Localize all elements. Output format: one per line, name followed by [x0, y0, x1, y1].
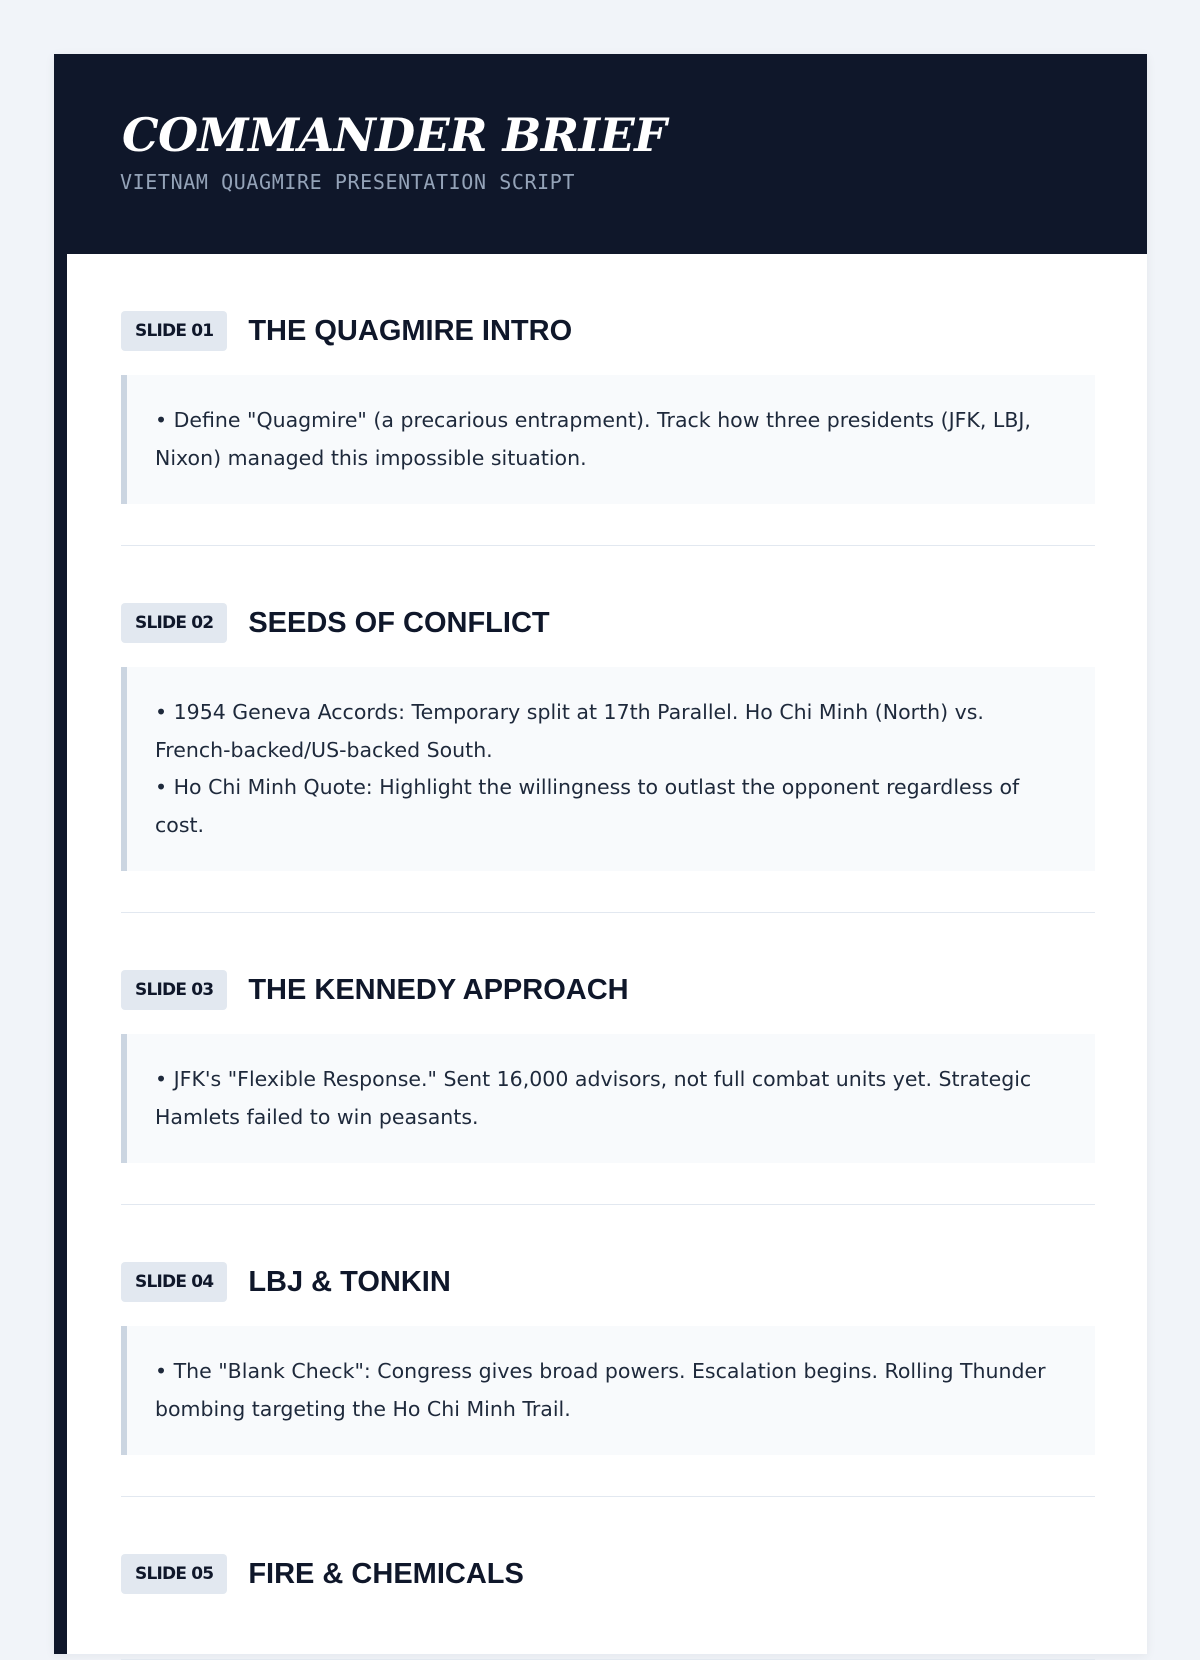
slide-title: SEEDS OF CONFLICT [248, 606, 550, 639]
page-title: COMMANDER BRIEF [122, 108, 667, 162]
slide-section [121, 546, 1095, 913]
slide-heading [121, 970, 1095, 1010]
slide-number-badge: SLIDE 02 [121, 603, 227, 643]
slide-number-badge: SLIDE 03 [121, 970, 227, 1010]
slide-notes [121, 375, 1095, 504]
note-bullet: • 1954 Geneva Accords: Temporary split at 17th Parallel. Ho Chi Minh (North) vs. French-backed/US-backed South. [155, 700, 984, 762]
slides-list [121, 254, 1095, 1660]
note-bullet: • The "Blank Check": Congress gives broad powers. Escalation begins. Rolling Thunder bombing targeting the Ho Chi Minh Trail. [155, 1359, 1046, 1421]
slide-heading [121, 603, 1095, 643]
slide-notes [121, 1034, 1095, 1163]
brief-header [54, 54, 1147, 254]
slide-notes [121, 667, 1095, 871]
slide-section [121, 1497, 1095, 1660]
note-bullet: • JFK's "Flexible Response." Sent 16,000 advisors, not full combat units yet. Strategic Hamlets failed to win peasants. [155, 1067, 1032, 1129]
slide-number-badge: SLIDE 04 [121, 1262, 227, 1302]
slide-section [121, 1205, 1095, 1497]
slide-title: LBJ & TONKIN [248, 1265, 451, 1298]
accent-bar [54, 54, 67, 1654]
slide-number-badge: SLIDE 01 [121, 311, 227, 351]
note-bullet: • Ho Chi Minh Quote: Highlight the willingness to outlast the opponent regardless of cost. [155, 775, 1020, 837]
slide-heading [121, 1262, 1095, 1302]
brief-card [54, 54, 1147, 1654]
slide-heading [121, 311, 1095, 351]
page-subtitle: VIETNAM QUAGMIRE PRESENTATION SCRIPT [120, 170, 576, 194]
slide-section [121, 913, 1095, 1205]
slide-title: THE QUAGMIRE INTRO [248, 314, 573, 347]
slide-section [121, 254, 1095, 546]
slide-title: THE KENNEDY APPROACH [248, 973, 629, 1006]
note-bullet: • Define "Quagmire" (a precarious entrapment). Track how three presidents (JFK, LBJ, Nixon) managed this impossible situation. [155, 408, 1031, 470]
slide-heading [121, 1554, 1095, 1594]
slide-notes [121, 1326, 1095, 1455]
slide-number-badge: SLIDE 05 [121, 1554, 227, 1594]
slide-title: FIRE & CHEMICALS [248, 1557, 524, 1590]
